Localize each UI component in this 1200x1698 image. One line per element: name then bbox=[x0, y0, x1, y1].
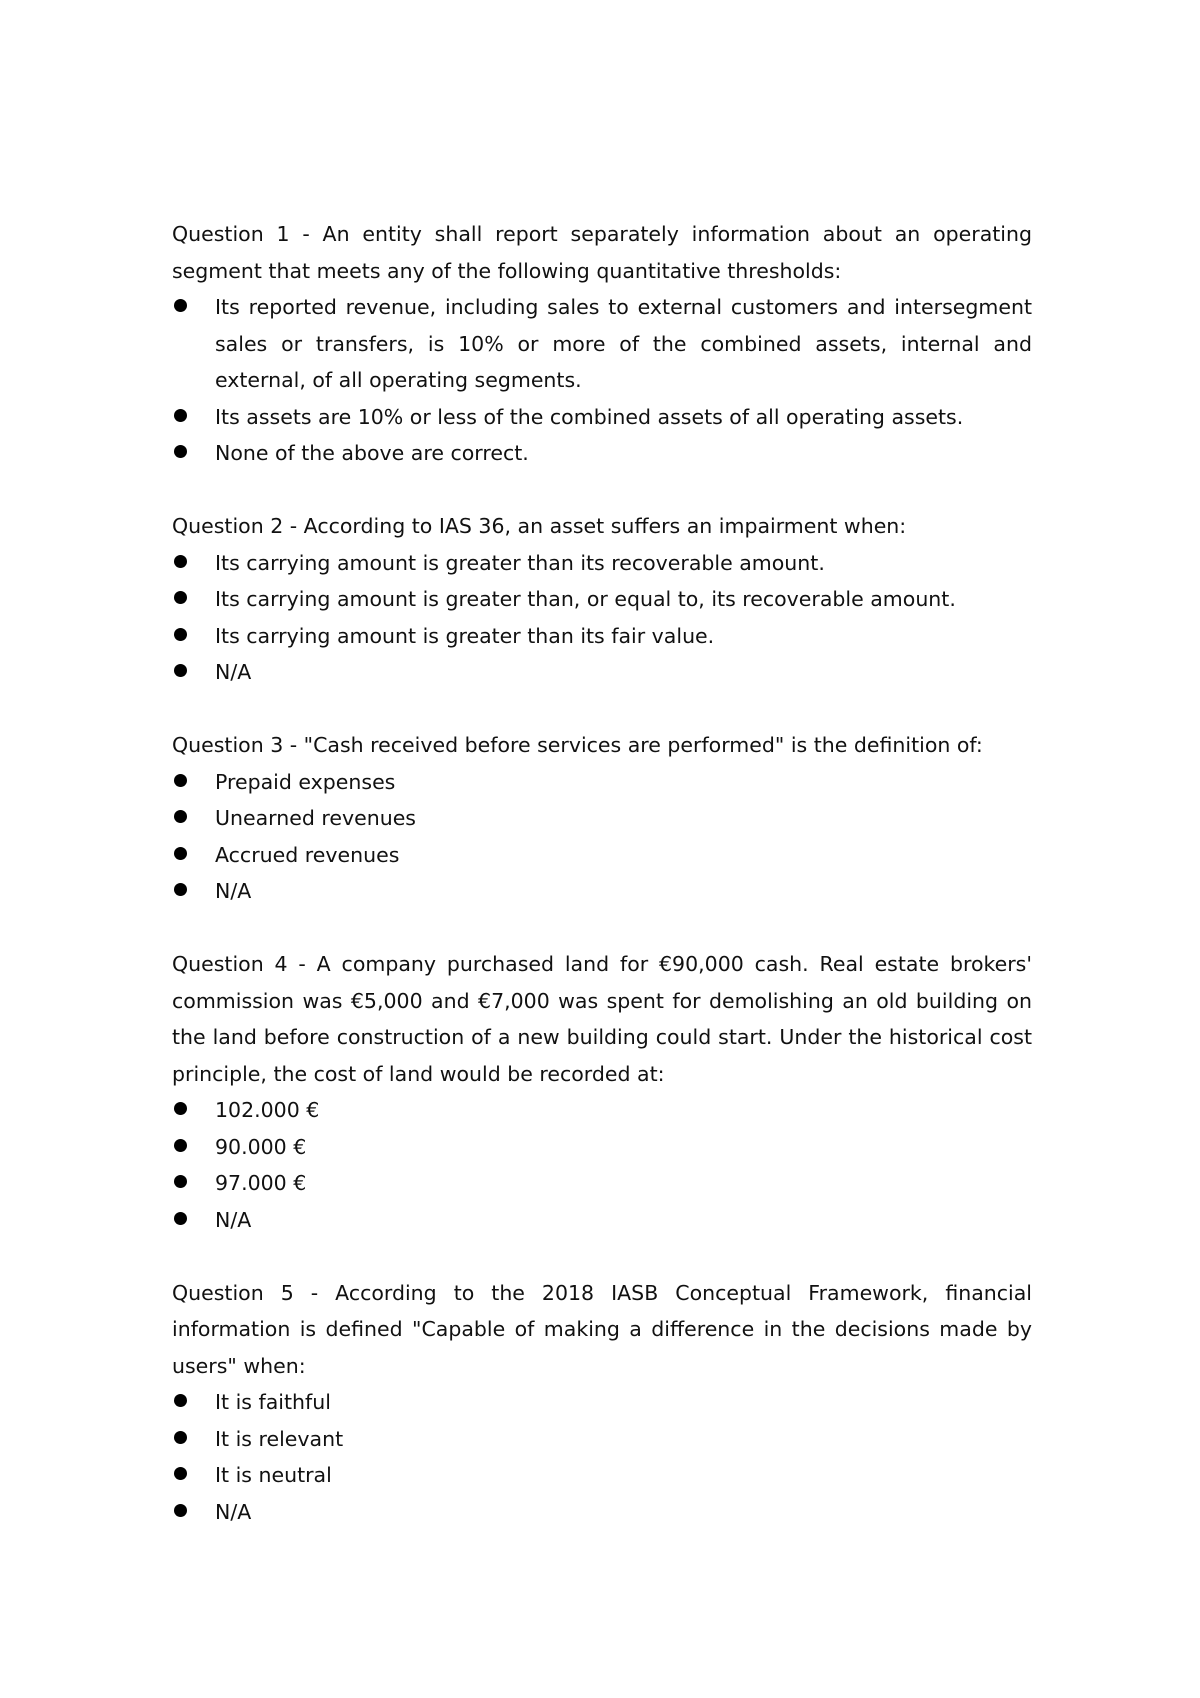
option-text: Its carrying amount is greater than, or equal to, its recoverable amount. bbox=[215, 587, 956, 611]
list-item bbox=[172, 1421, 1032, 1458]
bullet-icon bbox=[174, 591, 187, 604]
list-item bbox=[172, 581, 1032, 618]
bullet-icon bbox=[174, 1139, 187, 1152]
question-text: Question 1 - An entity shall report separately information about an operating segment that meets any of the following quantitative thresholds: bbox=[172, 222, 1032, 283]
list-item bbox=[172, 1202, 1032, 1239]
option-text: 97.000 € bbox=[215, 1171, 307, 1195]
question-text: Question 5 - According to the 2018 IASB Conceptual Framework, financial information is defined "Capable of making a difference in the decisions made by users" when: bbox=[172, 1280, 1032, 1378]
option-text: Its assets are 10% or less of the combined assets of all operating assets. bbox=[215, 404, 964, 429]
option-text: Its reported revenue, including sales to external customers and intersegment sales or transfers, is 10% or more of the combined assets, internal and external, of all operating segments. bbox=[215, 295, 1032, 392]
bullet-icon bbox=[174, 810, 187, 823]
options-list bbox=[172, 289, 1032, 472]
option-text: N/A bbox=[215, 1499, 252, 1524]
bullet-icon bbox=[174, 1394, 187, 1407]
bullet-icon bbox=[174, 1431, 187, 1444]
question-3 bbox=[172, 727, 1032, 910]
question-5 bbox=[172, 1275, 1032, 1531]
list-item bbox=[172, 618, 1032, 655]
question-text: Question 2 - According to IAS 36, an asset suffers an impairment when: bbox=[172, 514, 907, 538]
bullet-icon bbox=[174, 1102, 187, 1115]
option-text: It is faithful bbox=[215, 1390, 331, 1414]
list-item bbox=[172, 1129, 1032, 1166]
question-4 bbox=[172, 946, 1032, 1238]
option-text: N/A bbox=[215, 1207, 252, 1232]
option-text: 102.000 € bbox=[215, 1098, 320, 1122]
option-text: It is relevant bbox=[215, 1426, 344, 1451]
bullet-icon bbox=[174, 445, 187, 458]
list-item bbox=[172, 435, 1032, 472]
list-item bbox=[172, 1092, 1032, 1129]
list-item bbox=[172, 545, 1032, 582]
bullet-icon bbox=[174, 628, 187, 641]
bullet-icon bbox=[174, 1467, 187, 1480]
question-text: Question 3 - "Cash received before services are performed" is the definition of: bbox=[172, 733, 983, 757]
list-item bbox=[172, 654, 1032, 691]
question-1 bbox=[172, 216, 1032, 472]
option-text: None of the above are correct. bbox=[215, 441, 529, 465]
list-item bbox=[172, 764, 1032, 801]
option-text: 90.000 € bbox=[215, 1134, 307, 1159]
option-text: Prepaid expenses bbox=[215, 769, 396, 794]
option-text: Accrued revenues bbox=[215, 842, 400, 867]
bullet-icon bbox=[174, 774, 187, 787]
list-item bbox=[172, 1457, 1032, 1494]
list-item bbox=[172, 289, 1032, 399]
option-text: Unearned revenues bbox=[215, 806, 416, 830]
list-item bbox=[172, 1384, 1032, 1421]
options-list bbox=[172, 545, 1032, 691]
bullet-icon bbox=[174, 847, 187, 860]
list-item bbox=[172, 873, 1032, 910]
list-item bbox=[172, 837, 1032, 874]
options-list bbox=[172, 1384, 1032, 1530]
question-text: Question 4 - A company purchased land for €90,000 cash. Real estate brokers' commission was €5,000 and €7,000 was spent for demolishing an old building on the land before construction of a new building could start. Under the historical cost principle, the cost of land would be recorded at: bbox=[172, 952, 1032, 1086]
document-page bbox=[172, 216, 1032, 1567]
options-list bbox=[172, 1092, 1032, 1238]
bullet-icon bbox=[174, 1212, 187, 1225]
option-text: N/A bbox=[215, 660, 252, 684]
bullet-icon bbox=[174, 1504, 187, 1517]
option-text: Its carrying amount is greater than its recoverable amount. bbox=[215, 550, 825, 575]
list-item bbox=[172, 399, 1032, 436]
bullet-icon bbox=[174, 883, 187, 896]
list-item bbox=[172, 1165, 1032, 1202]
bullet-icon bbox=[174, 555, 187, 568]
bullet-icon bbox=[174, 664, 187, 677]
bullet-icon bbox=[174, 299, 187, 312]
list-item bbox=[172, 800, 1032, 837]
list-item bbox=[172, 1494, 1032, 1531]
option-text: It is neutral bbox=[215, 1463, 332, 1487]
options-list bbox=[172, 764, 1032, 910]
option-text: N/A bbox=[215, 879, 252, 903]
bullet-icon bbox=[174, 409, 187, 422]
bullet-icon bbox=[174, 1175, 187, 1188]
option-text: Its carrying amount is greater than its fair value. bbox=[215, 623, 715, 648]
question-2 bbox=[172, 508, 1032, 691]
